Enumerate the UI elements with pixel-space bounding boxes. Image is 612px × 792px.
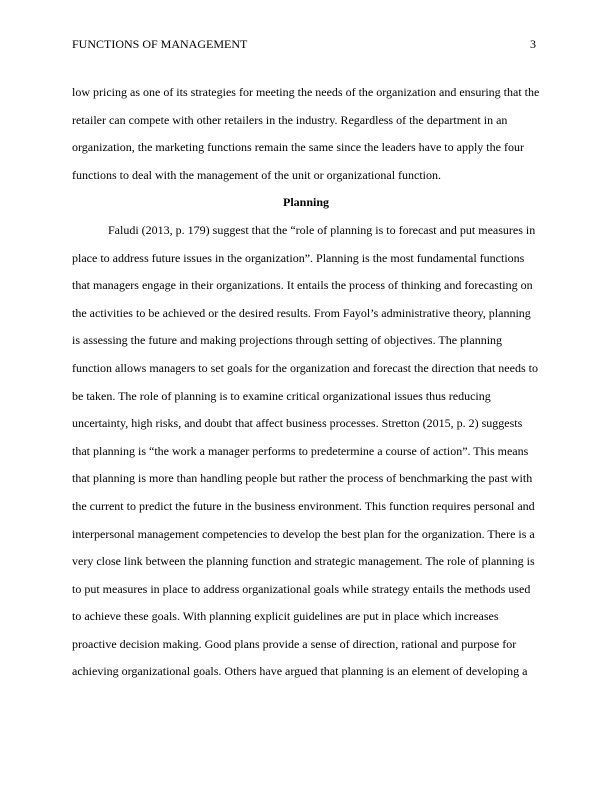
running-head: FUNCTIONS OF MANAGEMENT <box>72 37 248 51</box>
body-text <box>72 82 540 689</box>
text-line: that planning is more than handling people but rather the process of benchmarking the past with <box>72 471 533 486</box>
text-line: function allows managers to set goals for the organization and forecast the direction that needs to <box>72 360 538 375</box>
text-line: retailer can compete with other retailers in the industry. Regardless of the department in an <box>72 112 508 127</box>
text-line: be taken. The role of planning is to examine critical organizational issues thus reducing <box>72 388 491 403</box>
text-line: functions to deal with the management of the unit or organizational function. <box>72 167 442 182</box>
text-line: very close link between the planning function and strategic management. The role of planning is <box>72 554 535 569</box>
text-line: proactive decision making. Good plans provide a sense of direction, rational and purpose for <box>72 636 517 651</box>
text-line: organization, the marketing functions remain the same since the leaders have to apply the four <box>72 140 524 155</box>
page-number: 3 <box>530 37 536 51</box>
text-line: the activities to be achieved or the desired results. From Fayol’s administrative theory, planning <box>72 305 531 320</box>
text-line: that planning is “the work a manager performs to predetermine a course of action”. This means <box>72 443 529 458</box>
text-line: achieving organizational goals. Others have argued that planning is an element of developing a <box>72 664 528 679</box>
text-line: the current to predict the future in the business environment. This function requires personal and <box>72 498 535 513</box>
text-line: place to address future issues in the organization”. Planning is the most fundamental functions <box>72 250 525 265</box>
section-heading: Planning <box>282 195 330 210</box>
text-line: to achieve these goals. With planning explicit guidelines are put in place which increases <box>72 609 499 624</box>
text-line: that managers engage in their organizations. It entails the process of thinking and forecasting on <box>72 278 533 293</box>
text-line: low pricing as one of its strategies for meeting the needs of the organization and ensuring that the <box>72 85 540 99</box>
page-header <box>72 36 540 52</box>
text-line: uncertainty, high risks, and doubt that affect business processes. Stretton (2015, p. 2) suggests <box>72 416 523 431</box>
text-line: interpersonal management competencies to develop the best plan for the organization. There is a <box>72 526 535 541</box>
paragraph-first-line: Faludi (2013, p. 179) suggest that the “role of planning is to forecast and put measures in <box>108 222 536 237</box>
text-line: to put measures in place to address organizational goals while strategy entails the methods used <box>72 581 531 596</box>
text-line: is assessing the future and making projections through setting of objectives. The planning <box>72 333 503 348</box>
